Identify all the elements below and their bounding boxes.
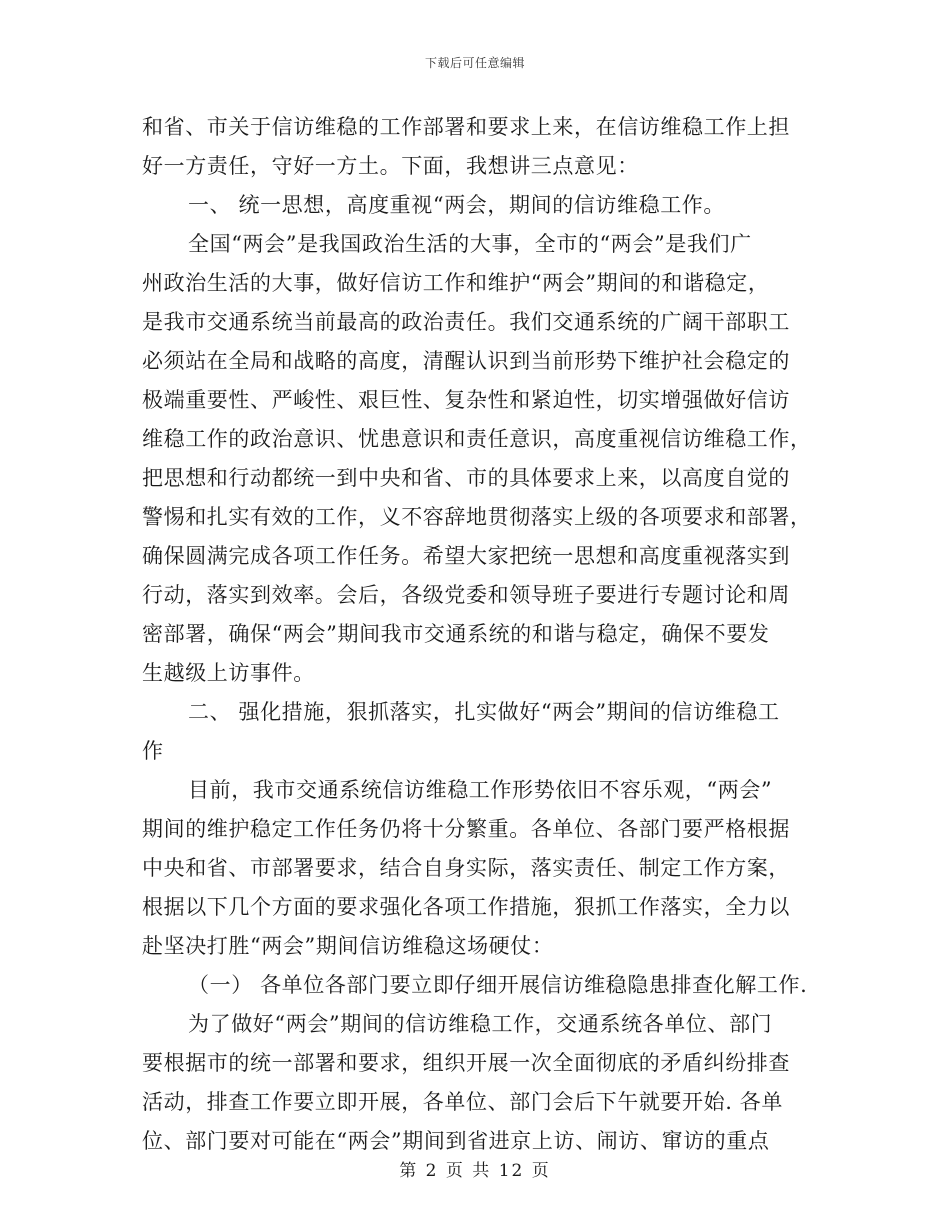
page-header: 下载后可任意编辑: [424, 56, 525, 70]
text-line: 生越级上访事件。: [142, 661, 315, 685]
text-line: 警惕和扎实有效的工作，义不容辞地贯彻落实上级的各项要求和部署，: [142, 505, 812, 529]
document-body: [142, 108, 812, 1161]
text-line: 作: [142, 739, 164, 763]
text-line: 密部署，确保“两会”期间我市交通系统的和谐与稳定，确保不要发: [142, 622, 770, 646]
text-line: 全国“两会”是我国政治生活的大事，全市的“两会”是我们广: [188, 232, 752, 256]
text-line: 为了做好“两会”期间的信访维稳工作，交通系统各单位、部门: [188, 1012, 773, 1036]
text-line: 位、部门要对可能在“两会”期间到省进京上访、闹访、窜访的重点: [142, 1129, 770, 1153]
text-line: 中央和省、市部署要求，结合自身实际，落实责任、制定工作方案，: [142, 856, 790, 880]
text-line: 是我市交通系统当前最高的政治责任。我们交通系统的广阔干部职工: [142, 310, 790, 334]
text-line: 一、 统一思想，高度重视“两会，期间的信访维稳工作。: [188, 193, 726, 217]
text-line: 极端重要性、严峻性、艰巨性、复杂性和紧迫性，切实增强做好信访: [142, 388, 790, 412]
text-line: 二、 强化措施，狠抓落实，扎实做好“两会”期间的信访维稳工: [188, 700, 780, 724]
text-line: （一） 各单位各部门要立即仔细开展信访维稳隐患排查化解工作.: [188, 973, 808, 997]
text-line: 好一方责任，守好一方土。下面，我想讲三点意见：: [142, 154, 639, 178]
text-line: 目前，我市交通系统信访维稳工作形势依旧不容乐观，“两会”: [188, 778, 773, 802]
page-footer: 第 2 页 共 12 页: [399, 1161, 551, 1181]
text-line: 活动，排查工作要立即开展，各单位、部门会后下午就要开始. 各单: [142, 1090, 783, 1114]
text-line: 根据以下几个方面的要求强化各项工作措施，狠抓工作落实，全力以: [142, 895, 790, 919]
text-line: 要根据市的统一部署和要求，组织开展一次全面彻底的矛盾纠纷排查: [142, 1051, 790, 1075]
text-line: 期间的维护稳定工作任务仍将十分繁重。各单位、各部门要严格根据: [142, 817, 790, 841]
text-line: 确保圆满完成各项工作任务。希望大家把统一思想和高度重视落实到: [142, 544, 790, 568]
text-line: 行动，落实到效率。会后，各级党委和领导班子要进行专题讨论和周: [142, 583, 790, 607]
text-line: 必须站在全局和战略的高度，清醒认识到当前形势下维护社会稳定的: [142, 349, 790, 373]
text-line: 把思想和行动都统一到中央和省、市的具体要求上来，以高度自觉的: [142, 466, 790, 490]
text-line: 赴坚决打胜“两会”期间信访维稳这场硬仗：: [142, 934, 554, 958]
text-line: 和省、市关于信访维稳的工作部署和要求上来，在信访维稳工作上担: [142, 115, 790, 139]
text-line: 维稳工作的政治意识、忧患意识和责任意识，高度重视信访维稳工作，: [142, 427, 812, 451]
text-line: 州政治生活的大事，做好信访工作和维护“两会”期间的和谐稳定，: [142, 271, 770, 295]
